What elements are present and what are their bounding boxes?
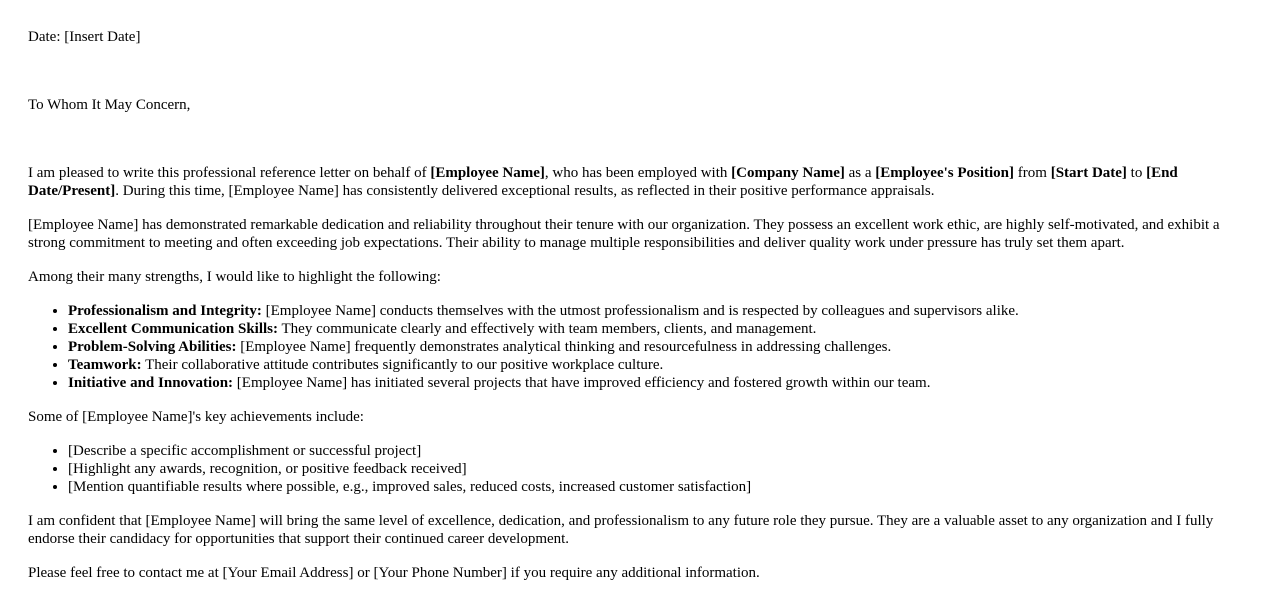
achievement-item: • [Describe a specific accomplishment or successful project] <box>68 442 1256 460</box>
strength-text: [Employee Name] conducts themselves with the utmost professionalism and is respected by colleagues and supervisors alike. <box>261 303 1019 319</box>
achievement-item: • [Highlight any awards, recognition, or positive feedback received] <box>68 460 1256 478</box>
strength-label: Problem-Solving Abilities: <box>68 339 237 355</box>
intro-text-1: I am pleased to write this professional reference letter on behalf of <box>28 165 431 181</box>
achievement-item: • [Mention quantifiable results where possible, e.g., improved sales, reduced costs, increased customer satisfaction] <box>68 478 1256 496</box>
intro-paragraph <box>28 164 1256 200</box>
strength-item <box>68 374 1256 392</box>
intro-text-4: from <box>1014 165 1051 181</box>
dedication-paragraph: [Employee Name] has demonstrated remarkable dedication and reliability throughout their tenure with our organization. They possess an excellent work ethic, are highly self-motivated, and exhibit a strong commitment to meeting and often exceeding job expectations. Their ability to manage multiple responsibilities and deliver quality work under pressure has truly set them apart. <box>28 217 1220 251</box>
intro-text-5: to <box>1126 165 1147 181</box>
start-date-placeholder: [Start Date] <box>1050 165 1127 181</box>
salutation: To Whom It May Concern, <box>28 97 191 113</box>
position-placeholder: [Employee's Position] <box>875 165 1015 181</box>
strength-label: Initiative and Innovation: <box>68 375 234 391</box>
date-line: Date: [Insert Date] <box>28 29 141 45</box>
employee-name-placeholder: [Employee Name] <box>430 165 545 181</box>
strength-text: [Employee Name] has initiated several projects that have improved efficiency and fostered growth within our team. <box>233 375 931 391</box>
strength-item <box>68 302 1256 320</box>
company-name-placeholder: [Company Name] <box>731 165 845 181</box>
intro-text-3: as a <box>844 165 876 181</box>
achievements-intro: Some of [Employee Name]'s key achievements include: <box>28 409 364 425</box>
intro-text-2: , who has been employed with <box>544 165 732 181</box>
strength-item <box>68 338 1256 356</box>
strength-label: Excellent Communication Skills: <box>68 321 279 337</box>
strength-item <box>68 356 1256 374</box>
strengths-intro: Among their many strengths, I would like to highlight the following: <box>28 269 441 285</box>
intro-text-6: . During this time, [Employee Name] has consistently delivered exceptional results, as reflected in their positive performance appraisals. <box>115 183 935 199</box>
end-date-placeholder: [End Date/Present] <box>28 165 1178 199</box>
strength-text: Their collaborative attitude contributes significantly to our positive workplace culture. <box>141 357 664 373</box>
strength-label: Professionalism and Integrity: <box>68 303 262 319</box>
strength-item <box>68 320 1256 338</box>
strength-label: Teamwork: <box>68 357 142 373</box>
confidence-paragraph: I am confident that [Employee Name] will bring the same level of excellence, dedication, and professionalism to any future role they pursue. They are a valuable asset to any organization and I fully endorse their candidacy for opportunities that support their continued career development. <box>28 513 1214 547</box>
strength-text: They communicate clearly and effectively with team members, clients, and management. <box>278 321 817 337</box>
strength-text: [Employee Name] frequently demonstrates analytical thinking and resourcefulness in addressing challenges. <box>236 339 892 355</box>
strengths-list <box>28 302 1256 392</box>
contact-paragraph: Please feel free to contact me at [Your Email Address] or [Your Phone Number] if you require any additional information. <box>28 565 760 581</box>
achievements-list <box>28 442 1256 496</box>
